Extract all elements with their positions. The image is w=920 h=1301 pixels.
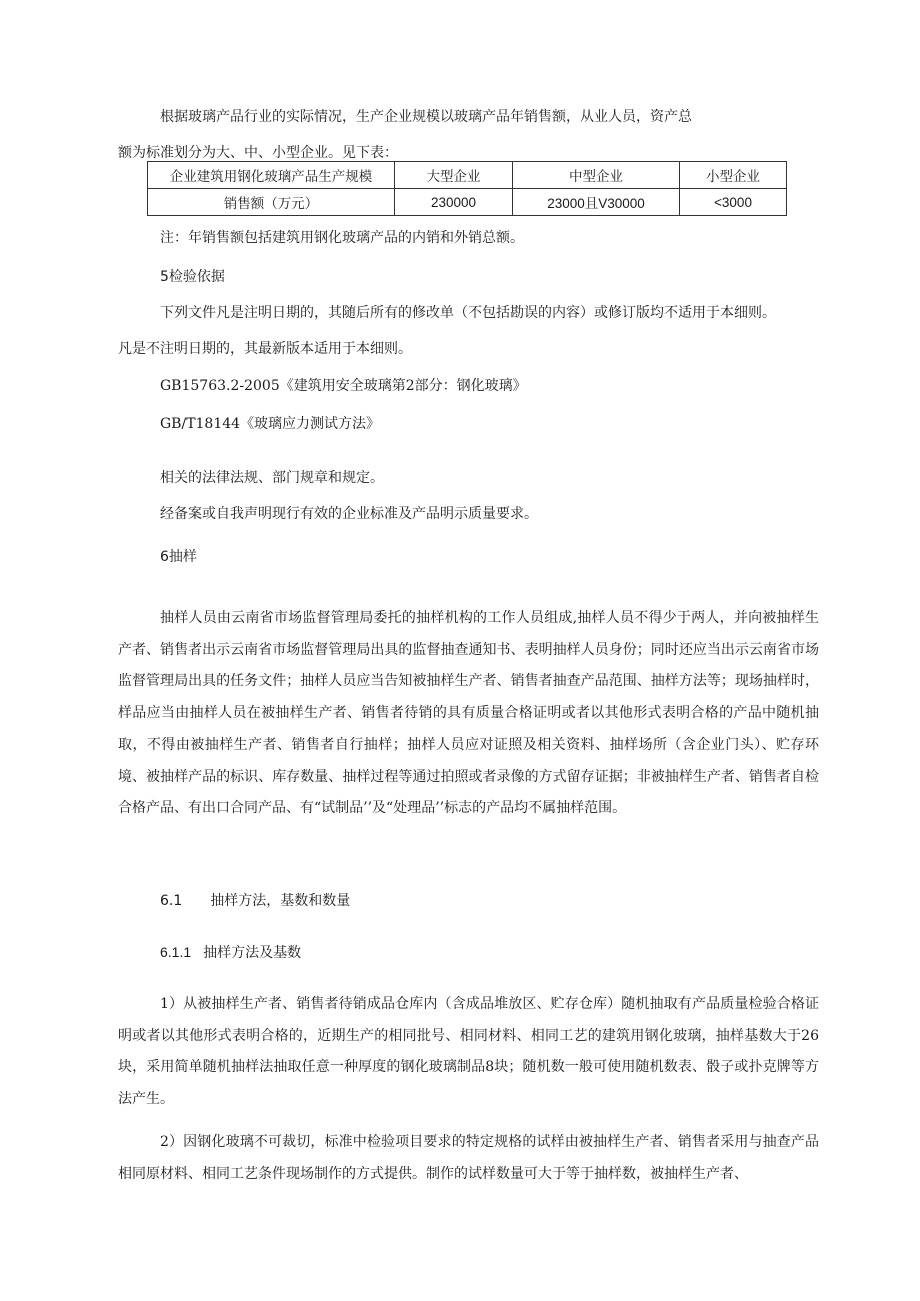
table-header-cell: 企业建筑用钢化玻璃产品生产规模 [148,162,395,189]
section-5-para-line-1: 下列文件凡是注明日期的，其随后所有的修改单（不包括勘误的内容）或修订版均不适用于本细则。 [160,305,776,321]
sampling-item-2: 2）因钢化玻璃不可裁切，标准中检验项目要求的特定规格的试样由被抽样生产者、销售者采用与抽查产品相同原材料、相同工艺条件现场制作的方式提供。制作的试样数量可大于等于抽样数，被抽样生产者、 [118,1134,819,1182]
section-6-1-1-heading [160,943,301,962]
table-header-cell: 小型企业 [680,162,787,189]
section-title: 抽样方法及基数 [203,945,302,961]
reference-enterprise-standard: 经备案或自我声明现行有效的企业标准及产品明示质量要求。 [160,506,538,522]
table-note: 注：年销售额包括建筑用钢化玻璃产品的内销和外销总额。 [160,230,524,246]
section-6-heading: 6抽样 [160,549,197,565]
table-header-cell: 中型企业 [513,162,680,189]
table-cell: 230000 [395,189,513,216]
intro-line-1: 根据玻璃产品行业的实际情况，生产企业规模以玻璃产品年销售额，从业人员，资产总 [160,109,692,125]
section-title: 抽样方法，基数和数量 [210,893,351,909]
table-header-cell: 大型企业 [395,162,513,189]
section-5-para-line-2: 凡是不注明日期的，其最新版本适用于本细则。 [118,341,412,357]
table-cell: 销售额（万元） [148,189,395,216]
section-6-1-heading [160,892,350,910]
table-row [148,189,787,216]
reference-gbt18144: GB/T18144《玻璃应力测试方法》 [160,416,381,432]
enterprise-scale-table [147,161,787,216]
sampling-item-1: 1）从被抽样生产者、销售者待销成品仓库内（含成品堆放区、贮存仓库）随机抽取有产品质量检验合格证明或者以其他形式表明合格的，近期生产的相同批号、相同材料、相同工艺的建筑用钢化玻璃，抽样基数大于26块，采用简单随机抽样法抽取任意一种厚度的钢化玻璃制品8块；随机数一般可使用随机数表、骰子或扑克牌等方法产生。 [118,996,819,1108]
intro-line-2: 额为标准划分为大、中、小型企业。见下表： [118,145,398,161]
table-header-row [148,162,787,189]
sampling-paragraph: 抽样人员由云南省市场监督管理局委托的抽样机构的工作人员组成,抽样人员不得少于两人，并向被抽样生产者、销售者出示云南省市场监督管理局出具的监督抽查通知书、表明抽样人员身份；同时还应当出示云南省市场监督管理局出具的任务文件；抽样人员应当告知被抽样生产者、销售者抽查产品范围、抽样方法等；现场抽样时，样品应当由抽样人员在被抽样生产者、销售者待销的具有质量合格证明或者以其他形式表明合格的产品中随机抽取，不得由被抽样生产者、销售者自行抽样；抽样人员应对证照及相关资料、抽样场所（含企业门头）、贮存环境、被抽样产品的标识、库存数量、抽样过程等通过拍照或者录像的方式留存证据；非被抽样生产者、销售者自检合格产品、有出口合同产品、有“试制品’’及“处理品’’标志的产品均不属抽样范围。 [118,610,819,817]
reference-gb15763: GB15763.2-2005《建筑用安全玻璃第2部分：钢化玻璃》 [160,378,527,394]
table-cell: <3000 [680,189,787,216]
reference-laws: 相关的法律法规、部门规章和规定。 [160,470,384,486]
section-number: 6.1 [160,893,183,909]
section-5-heading: 5检验依据 [160,269,225,285]
table-cell: 23000且V30000 [513,189,680,216]
section-number: 6.1.1 [160,944,192,960]
